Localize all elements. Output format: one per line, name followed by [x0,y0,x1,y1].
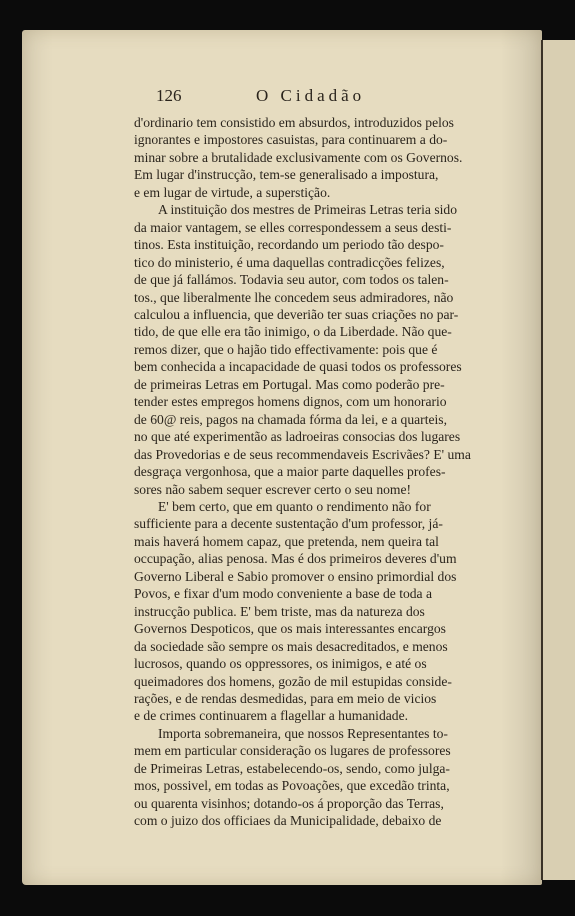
text-line: lucrosos, quando os oppressores, os inimigos, e até os [134,656,427,672]
text-line: das Provedorias e de seus recommendaveis Escrivães? E' uma [134,446,471,462]
text-line: Governo Liberal e Sabio promover o ensino primordial dos [134,568,457,584]
text-line: mos, possivel, em todas as Povoações, que excedão trinta, [134,778,450,794]
text-line: tido, de que elle era tão inimigo, o da Liberdade. Não que- [134,324,452,340]
text-line: no que até experimentão as ladroeiras consocias dos lugares [134,429,461,445]
text-line: rações, e de rendas desmedidas, para em meio de vicios [134,690,437,706]
text-line: da sociedade são sempre os mais desacreditados, e menos [134,638,448,654]
text-line: e em lugar de virtude, a superstição. [134,184,331,200]
text-line: de primeiras Letras em Portugal. Mas como poderão pre- [134,376,445,392]
text-line: de 60@ reis, pagos na chamada fórma da lei, e a quarteis, [134,411,447,427]
text-line: de Primeiras Letras, estabelecendo-os, sendo, como julga- [134,760,450,776]
running-title: O Cidadão [256,86,366,105]
page-text [134,86,517,830]
text-line: ou quarenta visinhos; dotando-os á proporção das Terras, [134,795,444,811]
text-line: d'ordinario tem consistido em absurdos, introduzidos pelos [134,115,454,130]
body-text [134,114,517,830]
text-line: Em lugar d'instrucção, tem-se generalisado a impostura, [134,167,439,183]
text-line: tender estes empregos homens dignos, com um honorario [134,394,447,410]
text-line: queimadores dos homens, gozão de mil estupidas conside- [134,673,452,689]
text-line: A instituição dos mestres de Primeiras Letras teria sido [158,202,457,218]
text-line: ignorantes e impostores casuistas, para continuarem a do- [134,132,448,148]
text-line: sores não sabem sequer escrever certo o seu nome! [134,481,412,497]
text-line: E' bem certo, que em quanto o rendimento não for [158,498,431,514]
text-line: com o juizo dos officiaes da Municipalidade, debaixo de [134,813,442,829]
text-line: remos dizer, que o hajão tido effectivamente: pois que é [134,341,438,357]
text-line: mem em particular consideração os lugares de professores [134,743,451,759]
text-line: da maior vantagem, se elles correspondessem a seus desti- [134,219,452,235]
text-line: tico do ministerio, é uma daquellas contradicções felizes, [134,254,445,270]
text-line: Importa sobremaneira, que nossos Representantes to- [158,725,448,741]
text-line: Povos, e fixar d'um modo conveniente a base de toda a [134,586,433,602]
text-line: de que já fallámos. Todavia seu autor, com todos os talen- [134,272,449,288]
text-line: mais haverá homem capaz, que pretenda, nem queira tal [134,533,439,549]
text-line: minar sobre a brutalidade exclusivamente com os Governos. [134,149,463,165]
text-line: instrucção publica. E' bem triste, mas da natureza dos [134,603,425,619]
text-line: occupação, alias penosa. Mas é dos primeiros deveres d'um [134,551,457,567]
text-line: tos., que liberalmente lhe concedem seus admiradores, não [134,289,454,305]
text-line: e de crimes continuarem a flagellar a humanidade. [134,708,409,724]
text-line: calculou a influencia, que deverião ter suas criações no par- [134,306,459,322]
page-header [134,86,517,114]
text-line: bem conhecida a incapacidade de quasi todos os professores [134,359,462,375]
page-number: 126 [156,86,182,105]
text-line: Governos Despoticos, que os mais interessantes encargos [134,621,446,637]
text-line: desgraça vergonhosa, que a maior parte daquelles profes- [134,464,446,480]
adjacent-page-edge [541,40,575,880]
text-line: sufficiente para a decente sustentação d'um professor, já- [134,516,443,532]
text-line: tinos. Esta instituição, recordando um periodo tão despo- [134,237,444,253]
